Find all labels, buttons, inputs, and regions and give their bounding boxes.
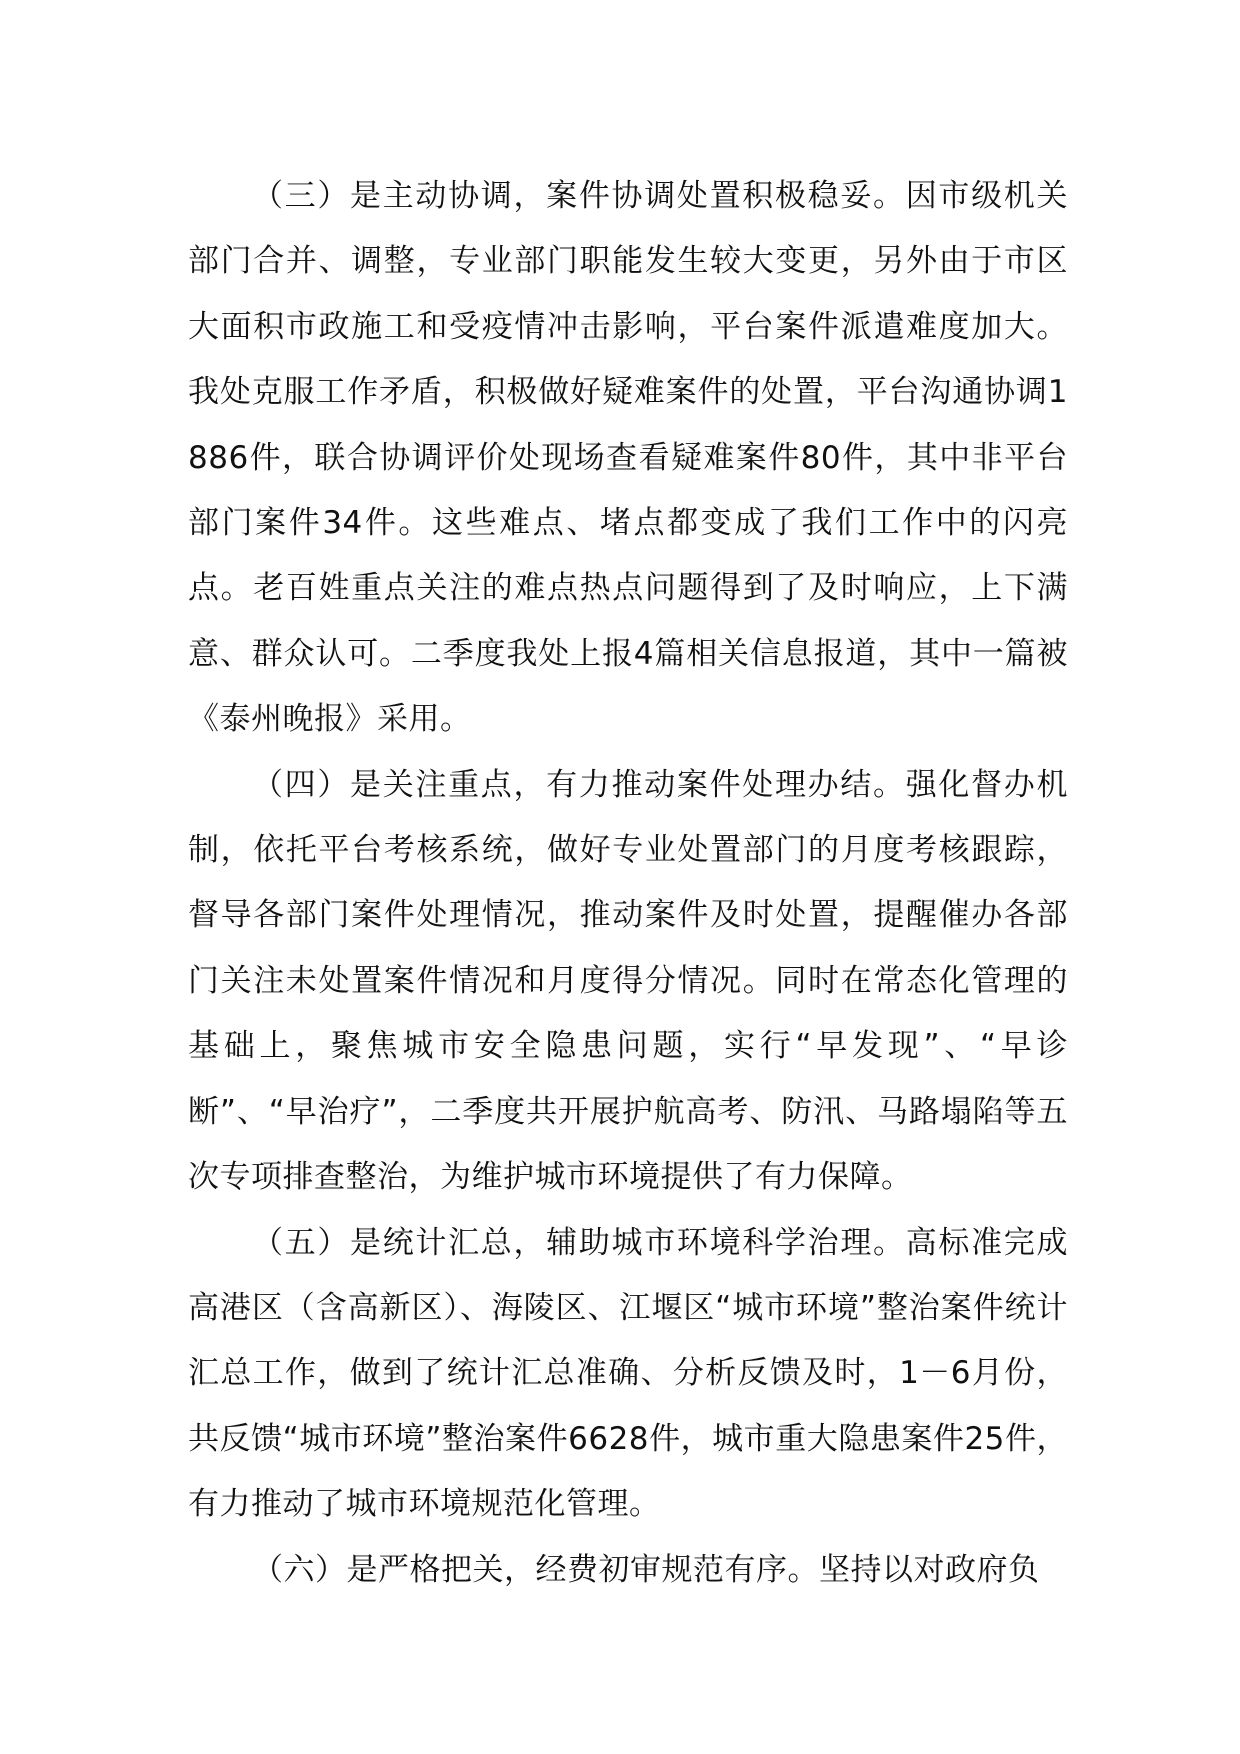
paragraph-section-3 [188, 164, 1068, 753]
paragraph-section-6 [188, 1538, 1068, 1603]
paragraph-text: （三）是主动协调，案件协调处置积极稳妥。因市级机关部门合并、调整，专业部门职能发生较大变更，另外由于市区大面积市政施工和受疫情冲击影响，平台案件派遣难度加大。我处克服工作矛盾，积极做好疑难案件的处置，平台沟通协调1886件，联合协调评价处现场查看疑难案件80件，其中非平台部门案件34件。这些难点、堵点都变成了我们工作中的闪亮点。老百姓重点关注的难点热点问题得到了及时响应，上下满意、群众认可。二季度我处上报4篇相关信息报道，其中一篇被《泰州晚报》采用。 [188, 178, 1068, 738]
document-body [188, 164, 1068, 1603]
paragraph-text: （四）是关注重点，有力推动案件处理办结。强化督办机制，依托平台考核系统，做好专业处置部门的月度考核跟踪，督导各部门案件处理情况，推动案件及时处置，提醒催办各部门关注未处置案件情况和月度得分情况。同时在常态化管理的基础上，聚焦城市安全隐患问题，实行“早发现”、“早诊断”、“早治疗”，二季度共开展护航高考、防汛、马路塌陷等五次专项排查整治，为维护城市环境提供了有力保障。 [188, 766, 1068, 1196]
paragraph-section-5 [188, 1211, 1068, 1538]
paragraph-text: （六）是严格把关，经费初审规范有序。坚持以对政府负 [252, 1551, 1040, 1588]
paragraph-text: （五）是统计汇总，辅助城市环境科学治理。高标准完成高港区（含高新区）、海陵区、江堰区“城市环境”整治案件统计汇总工作，做到了统计汇总准确、分析反馈及时，1－6月份，共反馈“城市环境”整治案件6628件，城市重大隐患案件25件，有力推动了城市环境规范化管理。 [188, 1224, 1068, 1523]
paragraph-section-4 [188, 753, 1068, 1211]
